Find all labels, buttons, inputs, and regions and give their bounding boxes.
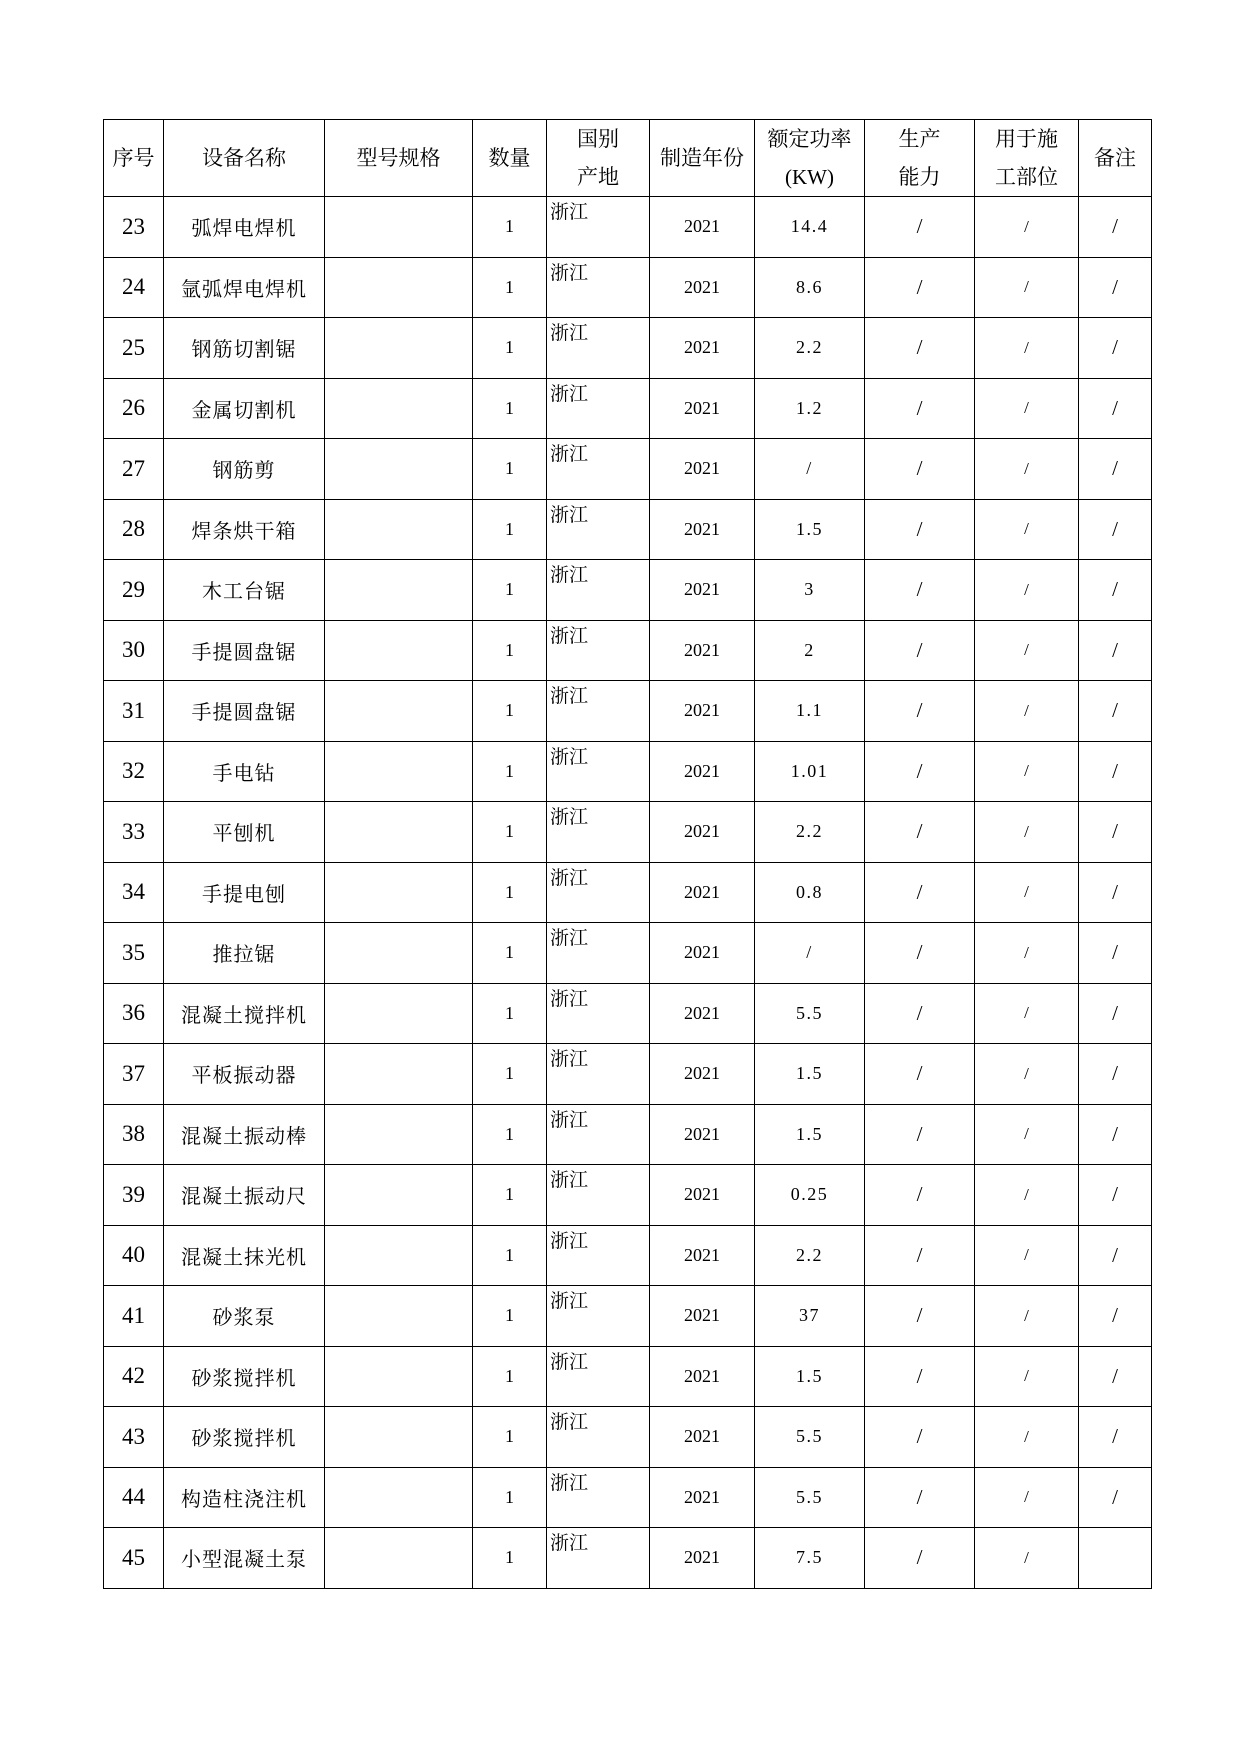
cell-construction-location: / <box>975 378 1079 439</box>
cell-origin: 浙江 <box>547 257 650 318</box>
cell-model-spec <box>325 499 473 560</box>
cell-remark: / <box>1079 681 1152 742</box>
cell-model-spec <box>325 439 473 500</box>
cell-remark: / <box>1079 983 1152 1044</box>
header-model-spec <box>325 120 473 197</box>
header-serial-number <box>104 120 164 197</box>
cell-rated-power: 5.5 <box>755 1407 865 1468</box>
cell-origin: 浙江 <box>547 560 650 621</box>
table-body <box>104 197 1152 1589</box>
cell-equipment-name: 砂浆泵 <box>164 1286 325 1347</box>
cell-production-capacity: / <box>865 1165 975 1226</box>
cell-manufacture-year: 2021 <box>650 1528 755 1589</box>
table-row <box>104 1044 1152 1105</box>
cell-construction-location: / <box>975 560 1079 621</box>
cell-equipment-name: 焊条烘干箱 <box>164 499 325 560</box>
cell-origin: 浙江 <box>547 1225 650 1286</box>
cell-remark: / <box>1079 620 1152 681</box>
table-row <box>104 1467 1152 1528</box>
cell-manufacture-year: 2021 <box>650 1044 755 1105</box>
cell-manufacture-year: 2021 <box>650 1165 755 1226</box>
table-row <box>104 983 1152 1044</box>
cell-manufacture-year: 2021 <box>650 1407 755 1468</box>
cell-equipment-name: 平板振动器 <box>164 1044 325 1105</box>
cell-rated-power: 14.4 <box>755 197 865 258</box>
cell-origin: 浙江 <box>547 197 650 258</box>
cell-equipment-name: 推拉锯 <box>164 923 325 984</box>
cell-serial-number: 29 <box>104 560 164 621</box>
cell-production-capacity: / <box>865 983 975 1044</box>
cell-remark: / <box>1079 257 1152 318</box>
cell-remark: / <box>1079 1286 1152 1347</box>
cell-remark: / <box>1079 1407 1152 1468</box>
header-label: 型号规格 <box>356 146 441 170</box>
cell-production-capacity: / <box>865 1044 975 1105</box>
cell-construction-location: / <box>975 1044 1079 1105</box>
cell-serial-number: 37 <box>104 1044 164 1105</box>
cell-origin: 浙江 <box>547 983 650 1044</box>
cell-model-spec <box>325 1104 473 1165</box>
cell-remark <box>1079 1528 1152 1589</box>
cell-construction-location: / <box>975 1165 1079 1226</box>
cell-manufacture-year: 2021 <box>650 620 755 681</box>
cell-manufacture-year: 2021 <box>650 257 755 318</box>
cell-rated-power: 5.5 <box>755 983 865 1044</box>
table-row <box>104 378 1152 439</box>
cell-construction-location: / <box>975 1528 1079 1589</box>
cell-equipment-name: 手提圆盘锯 <box>164 620 325 681</box>
cell-construction-location: / <box>975 257 1079 318</box>
equipment-table <box>103 119 1152 1589</box>
header-label: 制造年份 <box>660 146 744 170</box>
cell-manufacture-year: 2021 <box>650 378 755 439</box>
table-row <box>104 862 1152 923</box>
cell-model-spec <box>325 741 473 802</box>
header-label-line-2: (KW) <box>785 165 834 189</box>
cell-rated-power: 37 <box>755 1286 865 1347</box>
cell-serial-number: 42 <box>104 1346 164 1407</box>
cell-serial-number: 24 <box>104 257 164 318</box>
cell-origin: 浙江 <box>547 1165 650 1226</box>
cell-origin: 浙江 <box>547 741 650 802</box>
cell-equipment-name: 钢筋切割锯 <box>164 318 325 379</box>
cell-quantity: 1 <box>473 862 547 923</box>
cell-remark: / <box>1079 1044 1152 1105</box>
cell-rated-power: 1.1 <box>755 681 865 742</box>
cell-rated-power: 5.5 <box>755 1467 865 1528</box>
cell-production-capacity: / <box>865 802 975 863</box>
cell-remark: / <box>1079 1225 1152 1286</box>
header-label-line-1: 额定功率 <box>767 127 852 151</box>
cell-construction-location: / <box>975 983 1079 1044</box>
cell-rated-power: 2.2 <box>755 1225 865 1286</box>
table-row <box>104 499 1152 560</box>
header-label-line-1: 用于施 <box>995 127 1058 151</box>
cell-manufacture-year: 2021 <box>650 862 755 923</box>
cell-model-spec <box>325 923 473 984</box>
cell-construction-location: / <box>975 1467 1079 1528</box>
cell-model-spec <box>325 1407 473 1468</box>
cell-origin: 浙江 <box>547 1528 650 1589</box>
cell-model-spec <box>325 620 473 681</box>
cell-production-capacity: / <box>865 1407 975 1468</box>
cell-serial-number: 44 <box>104 1467 164 1528</box>
cell-origin: 浙江 <box>547 378 650 439</box>
table-row <box>104 1104 1152 1165</box>
cell-manufacture-year: 2021 <box>650 802 755 863</box>
cell-quantity: 1 <box>473 983 547 1044</box>
cell-manufacture-year: 2021 <box>650 1104 755 1165</box>
cell-rated-power: 0.8 <box>755 862 865 923</box>
cell-manufacture-year: 2021 <box>650 1286 755 1347</box>
cell-quantity: 1 <box>473 257 547 318</box>
cell-production-capacity: / <box>865 499 975 560</box>
cell-production-capacity: / <box>865 439 975 500</box>
header-rated-power <box>755 120 865 197</box>
header-remark <box>1079 120 1152 197</box>
cell-quantity: 1 <box>473 1225 547 1286</box>
cell-remark: / <box>1079 802 1152 863</box>
cell-quantity: 1 <box>473 1407 547 1468</box>
cell-rated-power: 1.5 <box>755 499 865 560</box>
cell-remark: / <box>1079 862 1152 923</box>
cell-model-spec <box>325 1286 473 1347</box>
cell-production-capacity: / <box>865 560 975 621</box>
header-production-capacity <box>865 120 975 197</box>
cell-remark: / <box>1079 1467 1152 1528</box>
cell-rated-power: 7.5 <box>755 1528 865 1589</box>
cell-manufacture-year: 2021 <box>650 197 755 258</box>
cell-construction-location: / <box>975 1104 1079 1165</box>
cell-construction-location: / <box>975 439 1079 500</box>
cell-origin: 浙江 <box>547 802 650 863</box>
cell-manufacture-year: 2021 <box>650 1225 755 1286</box>
cell-quantity: 1 <box>473 1165 547 1226</box>
cell-production-capacity: / <box>865 1528 975 1589</box>
cell-production-capacity: / <box>865 620 975 681</box>
cell-model-spec <box>325 983 473 1044</box>
cell-production-capacity: / <box>865 197 975 258</box>
cell-serial-number: 43 <box>104 1407 164 1468</box>
cell-rated-power: 1.5 <box>755 1044 865 1105</box>
table-row <box>104 439 1152 500</box>
cell-equipment-name: 弧焊电焊机 <box>164 197 325 258</box>
cell-model-spec <box>325 1225 473 1286</box>
cell-quantity: 1 <box>473 560 547 621</box>
cell-equipment-name: 氩弧焊电焊机 <box>164 257 325 318</box>
cell-model-spec <box>325 1528 473 1589</box>
cell-rated-power: 3 <box>755 560 865 621</box>
cell-rated-power: 8.6 <box>755 257 865 318</box>
cell-quantity: 1 <box>473 197 547 258</box>
header-label-line-2: 产地 <box>577 165 619 189</box>
cell-quantity: 1 <box>473 923 547 984</box>
cell-rated-power: 1.2 <box>755 378 865 439</box>
cell-construction-location: / <box>975 923 1079 984</box>
cell-manufacture-year: 2021 <box>650 741 755 802</box>
cell-quantity: 1 <box>473 1528 547 1589</box>
cell-construction-location: / <box>975 620 1079 681</box>
cell-remark: / <box>1079 1104 1152 1165</box>
cell-equipment-name: 木工台锯 <box>164 560 325 621</box>
cell-construction-location: / <box>975 1225 1079 1286</box>
cell-production-capacity: / <box>865 1467 975 1528</box>
cell-model-spec <box>325 318 473 379</box>
header-label-line-2: 工部位 <box>995 165 1058 189</box>
cell-origin: 浙江 <box>547 1286 650 1347</box>
cell-remark: / <box>1079 1346 1152 1407</box>
cell-model-spec <box>325 257 473 318</box>
cell-model-spec <box>325 1044 473 1105</box>
cell-production-capacity: / <box>865 862 975 923</box>
cell-model-spec <box>325 560 473 621</box>
header-manufacture-year <box>650 120 755 197</box>
cell-serial-number: 35 <box>104 923 164 984</box>
cell-origin: 浙江 <box>547 499 650 560</box>
cell-model-spec <box>325 1165 473 1226</box>
cell-rated-power: 1.5 <box>755 1346 865 1407</box>
cell-remark: / <box>1079 741 1152 802</box>
cell-quantity: 1 <box>473 1104 547 1165</box>
header-construction-location <box>975 120 1079 197</box>
cell-manufacture-year: 2021 <box>650 560 755 621</box>
cell-rated-power: 2 <box>755 620 865 681</box>
cell-manufacture-year: 2021 <box>650 318 755 379</box>
cell-model-spec <box>325 1346 473 1407</box>
cell-origin: 浙江 <box>547 862 650 923</box>
cell-serial-number: 25 <box>104 318 164 379</box>
cell-origin: 浙江 <box>547 1346 650 1407</box>
cell-serial-number: 32 <box>104 741 164 802</box>
cell-production-capacity: / <box>865 741 975 802</box>
cell-equipment-name: 手电钻 <box>164 741 325 802</box>
table-row <box>104 257 1152 318</box>
cell-rated-power: / <box>755 923 865 984</box>
cell-quantity: 1 <box>473 439 547 500</box>
cell-origin: 浙江 <box>547 923 650 984</box>
cell-quantity: 1 <box>473 1346 547 1407</box>
cell-rated-power: 0.25 <box>755 1165 865 1226</box>
cell-quantity: 1 <box>473 681 547 742</box>
cell-manufacture-year: 2021 <box>650 923 755 984</box>
cell-equipment-name: 钢筋剪 <box>164 439 325 500</box>
cell-serial-number: 31 <box>104 681 164 742</box>
header-label-line-1: 国别 <box>577 127 619 151</box>
cell-model-spec <box>325 378 473 439</box>
cell-serial-number: 30 <box>104 620 164 681</box>
cell-manufacture-year: 2021 <box>650 1346 755 1407</box>
cell-remark: / <box>1079 923 1152 984</box>
header-label: 备注 <box>1094 146 1136 170</box>
cell-rated-power: 2.2 <box>755 318 865 379</box>
cell-serial-number: 38 <box>104 1104 164 1165</box>
cell-production-capacity: / <box>865 1104 975 1165</box>
cell-serial-number: 34 <box>104 862 164 923</box>
table-row <box>104 1528 1152 1589</box>
cell-remark: / <box>1079 560 1152 621</box>
cell-remark: / <box>1079 499 1152 560</box>
cell-manufacture-year: 2021 <box>650 1467 755 1528</box>
cell-construction-location: / <box>975 1286 1079 1347</box>
header-quantity <box>473 120 547 197</box>
cell-equipment-name: 金属切割机 <box>164 378 325 439</box>
table-row <box>104 620 1152 681</box>
cell-origin: 浙江 <box>547 1467 650 1528</box>
cell-quantity: 1 <box>473 499 547 560</box>
cell-origin: 浙江 <box>547 318 650 379</box>
header-label: 序号 <box>112 146 155 170</box>
cell-model-spec <box>325 1467 473 1528</box>
cell-manufacture-year: 2021 <box>650 439 755 500</box>
cell-quantity: 1 <box>473 741 547 802</box>
cell-production-capacity: / <box>865 257 975 318</box>
cell-construction-location: / <box>975 1407 1079 1468</box>
cell-serial-number: 33 <box>104 802 164 863</box>
cell-equipment-name: 小型混凝土泵 <box>164 1528 325 1589</box>
table-row <box>104 741 1152 802</box>
cell-origin: 浙江 <box>547 1044 650 1105</box>
cell-serial-number: 41 <box>104 1286 164 1347</box>
cell-rated-power: / <box>755 439 865 500</box>
cell-manufacture-year: 2021 <box>650 499 755 560</box>
cell-production-capacity: / <box>865 1225 975 1286</box>
cell-construction-location: / <box>975 681 1079 742</box>
cell-model-spec <box>325 862 473 923</box>
table-row <box>104 802 1152 863</box>
cell-quantity: 1 <box>473 318 547 379</box>
table-row <box>104 1225 1152 1286</box>
cell-manufacture-year: 2021 <box>650 983 755 1044</box>
header-label-line-2: 能力 <box>898 165 941 189</box>
cell-quantity: 1 <box>473 1044 547 1105</box>
cell-production-capacity: / <box>865 1346 975 1407</box>
cell-serial-number: 27 <box>104 439 164 500</box>
cell-origin: 浙江 <box>547 439 650 500</box>
cell-construction-location: / <box>975 499 1079 560</box>
cell-model-spec <box>325 681 473 742</box>
cell-construction-location: / <box>975 197 1079 258</box>
cell-equipment-name: 砂浆搅拌机 <box>164 1407 325 1468</box>
cell-serial-number: 28 <box>104 499 164 560</box>
cell-rated-power: 1.01 <box>755 741 865 802</box>
cell-serial-number: 36 <box>104 983 164 1044</box>
cell-manufacture-year: 2021 <box>650 681 755 742</box>
cell-construction-location: / <box>975 741 1079 802</box>
table-row <box>104 1286 1152 1347</box>
cell-remark: / <box>1079 318 1152 379</box>
header-label-line-1: 生产 <box>898 127 941 151</box>
cell-production-capacity: / <box>865 318 975 379</box>
cell-quantity: 1 <box>473 620 547 681</box>
cell-model-spec <box>325 802 473 863</box>
cell-remark: / <box>1079 378 1152 439</box>
cell-origin: 浙江 <box>547 1104 650 1165</box>
cell-rated-power: 2.2 <box>755 802 865 863</box>
header-label: 数量 <box>488 146 531 170</box>
table-row <box>104 923 1152 984</box>
cell-equipment-name: 构造柱浇注机 <box>164 1467 325 1528</box>
header-equipment-name <box>164 120 325 197</box>
cell-serial-number: 40 <box>104 1225 164 1286</box>
cell-serial-number: 45 <box>104 1528 164 1589</box>
cell-equipment-name: 混凝土振动尺 <box>164 1165 325 1226</box>
cell-remark: / <box>1079 439 1152 500</box>
cell-quantity: 1 <box>473 802 547 863</box>
table-row <box>104 1407 1152 1468</box>
cell-equipment-name: 混凝土振动棒 <box>164 1104 325 1165</box>
table-row <box>104 1346 1152 1407</box>
cell-equipment-name: 平刨机 <box>164 802 325 863</box>
table-row <box>104 1165 1152 1226</box>
cell-quantity: 1 <box>473 1286 547 1347</box>
cell-construction-location: / <box>975 1346 1079 1407</box>
table-row <box>104 318 1152 379</box>
cell-production-capacity: / <box>865 923 975 984</box>
cell-equipment-name: 手提圆盘锯 <box>164 681 325 742</box>
cell-equipment-name: 混凝土搅拌机 <box>164 983 325 1044</box>
cell-equipment-name: 砂浆搅拌机 <box>164 1346 325 1407</box>
cell-quantity: 1 <box>473 378 547 439</box>
table-row <box>104 197 1152 258</box>
cell-serial-number: 23 <box>104 197 164 258</box>
cell-construction-location: / <box>975 802 1079 863</box>
cell-production-capacity: / <box>865 378 975 439</box>
cell-remark: / <box>1079 1165 1152 1226</box>
cell-serial-number: 26 <box>104 378 164 439</box>
cell-equipment-name: 混凝土抹光机 <box>164 1225 325 1286</box>
cell-production-capacity: / <box>865 1286 975 1347</box>
header-origin <box>547 120 650 197</box>
table-row <box>104 681 1152 742</box>
cell-model-spec <box>325 197 473 258</box>
cell-production-capacity: / <box>865 681 975 742</box>
cell-construction-location: / <box>975 318 1079 379</box>
cell-remark: / <box>1079 197 1152 258</box>
cell-rated-power: 1.5 <box>755 1104 865 1165</box>
cell-origin: 浙江 <box>547 681 650 742</box>
cell-origin: 浙江 <box>547 1407 650 1468</box>
cell-construction-location: / <box>975 862 1079 923</box>
table-header-row <box>104 120 1152 197</box>
table-row <box>104 560 1152 621</box>
cell-origin: 浙江 <box>547 620 650 681</box>
cell-equipment-name: 手提电刨 <box>164 862 325 923</box>
cell-quantity: 1 <box>473 1467 547 1528</box>
header-label: 设备名称 <box>202 146 286 170</box>
cell-serial-number: 39 <box>104 1165 164 1226</box>
